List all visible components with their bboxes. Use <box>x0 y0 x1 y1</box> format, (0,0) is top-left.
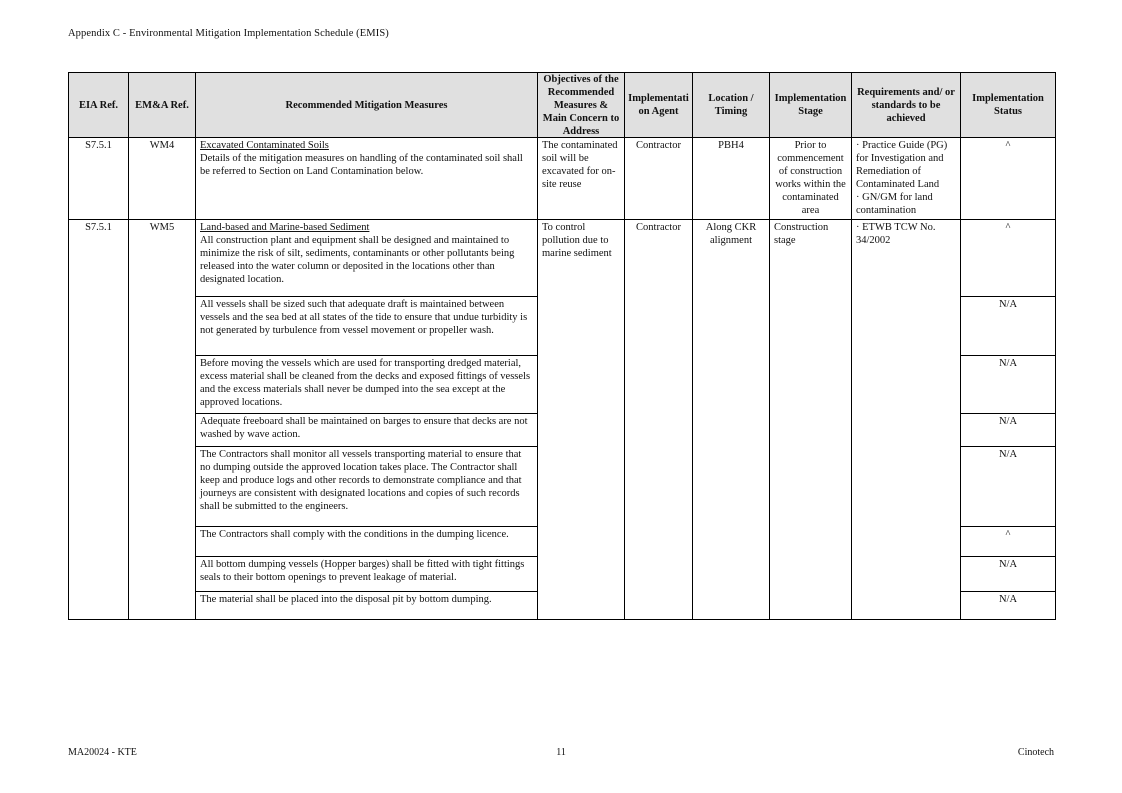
measure-heading: Excavated Contaminated Soils <box>200 140 329 151</box>
sub-measure-cell: Adequate freeboard shall be maintained on barges to ensure that decks are not washed by wave action. <box>196 414 538 447</box>
emis-schedule-table <box>68 72 1056 620</box>
col-header-label: EM&A Ref. <box>135 99 189 111</box>
requirement-item: · Practice Guide (PG) for Investigation and Remediation of Contaminated Land <box>856 140 948 190</box>
sub-status-cell: N/A <box>961 557 1055 592</box>
sub-measure-cell: All bottom dumping vessels (Hopper barges) shall be fitted with tight fittings seals to their bottom openings to prevent leakage of material. <box>196 557 538 592</box>
measure-text: All construction plant and equipment shall be designed and maintained to minimize the risk of silt, sediments, contaminants or other pollutants being released into the water column or deposited in the locations other than designated location. <box>200 235 515 285</box>
sub-status-cell: N/A <box>961 356 1055 414</box>
requirements-cell <box>852 220 961 619</box>
col-header-eia-ref <box>69 73 129 138</box>
col-header-status <box>961 73 1055 138</box>
ema-ref-cell: WM4 <box>129 138 196 220</box>
footer-page-number: 11 <box>556 747 566 758</box>
col-header-label: Requirements and/ or standards to be achieved <box>857 86 955 124</box>
location-cell: Along CKR alignment <box>693 220 770 619</box>
ema-ref-cell: WM5 <box>129 220 196 619</box>
sub-measure-cell: The Contractors shall comply with the conditions in the dumping licence. <box>196 527 538 557</box>
sub-status-cell: ^ <box>961 527 1055 557</box>
sub-status-cell: N/A <box>961 297 1055 356</box>
col-header-label: Objectives of the Recommended Measures & Main Concern to Address <box>542 73 620 137</box>
location-cell: PBH4 <box>693 138 770 220</box>
col-header-label: Implementation Stage <box>774 93 847 117</box>
col-header-agent <box>625 73 693 138</box>
eia-ref-cell: S7.5.1 <box>69 220 129 619</box>
status-cell: ^ <box>961 138 1055 220</box>
requirements-cell <box>852 138 961 220</box>
col-header-label: Implementation Agent <box>628 93 689 117</box>
col-header-label: Recommended Mitigation Measures <box>285 99 448 111</box>
measure-cell <box>196 138 538 220</box>
sub-measure-cell: The material shall be placed into the disposal pit by bottom dumping. <box>196 592 538 619</box>
col-header-objectives <box>538 73 625 138</box>
requirement-item: · GN/GM for land contamination <box>856 192 933 216</box>
col-header-label: Location / Timing <box>708 93 754 117</box>
page-footer <box>68 747 1054 758</box>
objectives-cell: The contaminated soil will be excavated for on-site reuse <box>538 138 625 220</box>
footer-company-name: Cinotech <box>1017 747 1055 758</box>
stage-cell: Construction stage <box>770 220 852 619</box>
sub-measure-cell: All vessels shall be sized such that adequate draft is maintained between vessels and the sea bed at all states of the tide to ensure that undue turbidity is not generated by turbulence from vessel movement or propeller wash. <box>196 297 538 356</box>
sub-measure-cell: The Contractors shall monitor all vessels transporting material to ensure that no dumping outside the approved location takes place. The Contractor shall keep and produce logs and other records to demonstrate compliance and that journeys are consistent with designated locations and copies of such records shall be submitted to the engineers. <box>196 447 538 527</box>
measure-text: Details of the mitigation measures on handling of the contaminated soil shall be referred to Section on Land Contamination below. <box>200 153 523 177</box>
agent-cell: Contractor <box>625 220 693 619</box>
col-header-ema-ref <box>129 73 196 138</box>
agent-cell: Contractor <box>625 138 693 220</box>
col-header-location-timing <box>693 73 770 138</box>
col-header-stage <box>770 73 852 138</box>
status-cell: ^ <box>961 220 1055 297</box>
col-header-label: Implementation Status <box>972 93 1044 117</box>
sub-measure-cell: Before moving the vessels which are used for transporting dredged material, excess material shall be cleaned from the decks and exposed fittings of vessels and the excess materials shall never be dumped into the sea except at the approved locations. <box>196 356 538 414</box>
col-header-label: EIA Ref. <box>78 99 119 111</box>
eia-ref-cell: S7.5.1 <box>69 138 129 220</box>
stage-cell: Prior to commencement of construction works within the contaminated area <box>770 138 852 220</box>
col-header-measures <box>196 73 538 138</box>
objectives-cell: To control pollution due to marine sediment <box>538 220 625 619</box>
requirement-item: · ETWB TCW No. 34/2002 <box>856 222 936 246</box>
measure-cell <box>196 220 538 297</box>
sub-status-cell: N/A <box>961 447 1055 527</box>
measure-heading: Land-based and Marine-based Sediment <box>200 222 370 233</box>
sub-status-cell: N/A <box>961 414 1055 447</box>
appendix-title: Appendix C - Environmental Mitigation Implementation Schedule (EMIS) <box>68 28 389 39</box>
col-header-requirements <box>852 73 961 138</box>
sub-status-cell: N/A <box>998 594 1018 605</box>
footer-project-code: MA20024 - KTE <box>68 747 137 758</box>
